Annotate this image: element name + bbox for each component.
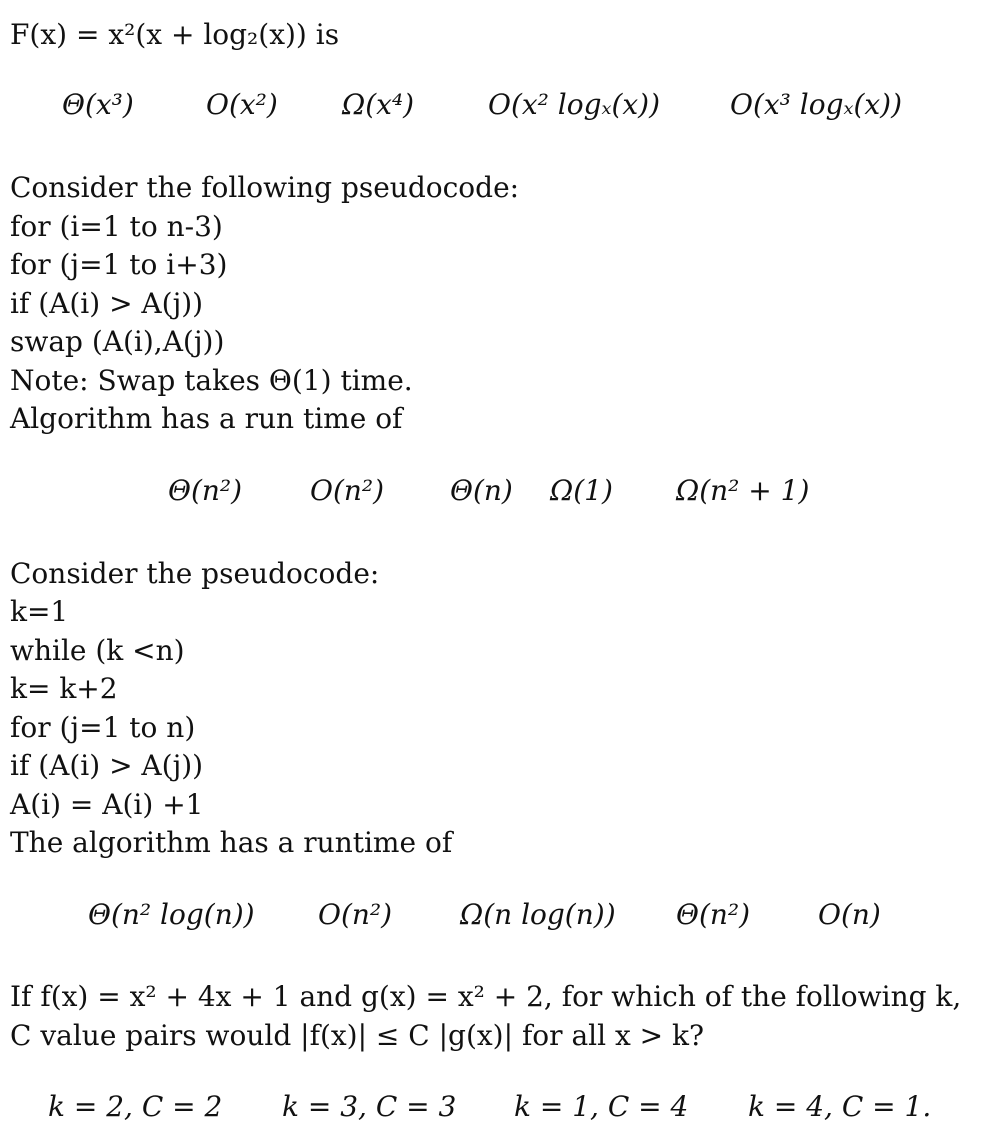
q4-option-1[interactable]: k = 2, C = 2 [48,1090,223,1123]
q3-line-7: A(i) = A(i) +1 [10,788,204,821]
q2-option-5[interactable]: Ω(n² + 1) [676,474,810,507]
q1-option-3[interactable]: Ω(x⁴) [342,88,415,121]
q1-prompt: F(x) = x²(x + log₂(x)) is [10,18,340,51]
q4-option-3[interactable]: k = 1, C = 4 [514,1090,689,1123]
q3-option-5[interactable]: O(n) [818,898,881,931]
q3-line-8: The algorithm has a runtime of [10,826,453,859]
q3-option-4[interactable]: Θ(n²) [676,898,751,931]
q2-line-7: Algorithm has a run time of [10,402,403,435]
q2-option-1[interactable]: Θ(n²) [168,474,243,507]
q1-option-2[interactable]: O(x²) [206,88,278,121]
q3-line-3: while (k <n) [10,634,185,667]
q2-line-2: for (i=1 to n-3) [10,210,223,243]
q1-option-1[interactable]: Θ(x³) [62,88,134,121]
q3-option-1[interactable]: Θ(n² log(n)) [88,898,255,931]
q3-option-3[interactable]: Ω(n log(n)) [460,898,616,931]
q1-option-4[interactable]: O(x² logₓ(x)) [488,88,661,121]
q2-line-6: Note: Swap takes Θ(1) time. [10,364,413,397]
q2-line-5: swap (A(i),A(j)) [10,325,225,358]
q2-option-4[interactable]: Ω(1) [550,474,613,507]
q2-option-2[interactable]: O(n²) [310,474,385,507]
q3-line-5: for (j=1 to n) [10,711,196,744]
q2-option-3[interactable]: Θ(n) [450,474,513,507]
q3-line-2: k=1 [10,595,69,628]
q3-line-4: k= k+2 [10,672,118,705]
q1-option-5[interactable]: O(x³ logₓ(x)) [730,88,903,121]
q2-line-4: if (A(i) > A(j)) [10,287,204,320]
q2-line-3: for (j=1 to i+3) [10,248,228,281]
q4-line-2: C value pairs would |f(x)| ≤ C |g(x)| for all x > k? [10,1019,704,1052]
q3-line-6: if (A(i) > A(j)) [10,749,204,782]
q3-line-1: Consider the pseudocode: [10,557,380,590]
q3-option-2[interactable]: O(n²) [318,898,393,931]
q2-line-1: Consider the following pseudocode: [10,171,520,204]
q4-option-4[interactable]: k = 4, C = 1. [748,1090,932,1123]
q4-option-2[interactable]: k = 3, C = 3 [282,1090,457,1123]
q4-line-1: If f(x) = x² + 4x + 1 and g(x) = x² + 2, for which of the following k, [10,980,962,1013]
